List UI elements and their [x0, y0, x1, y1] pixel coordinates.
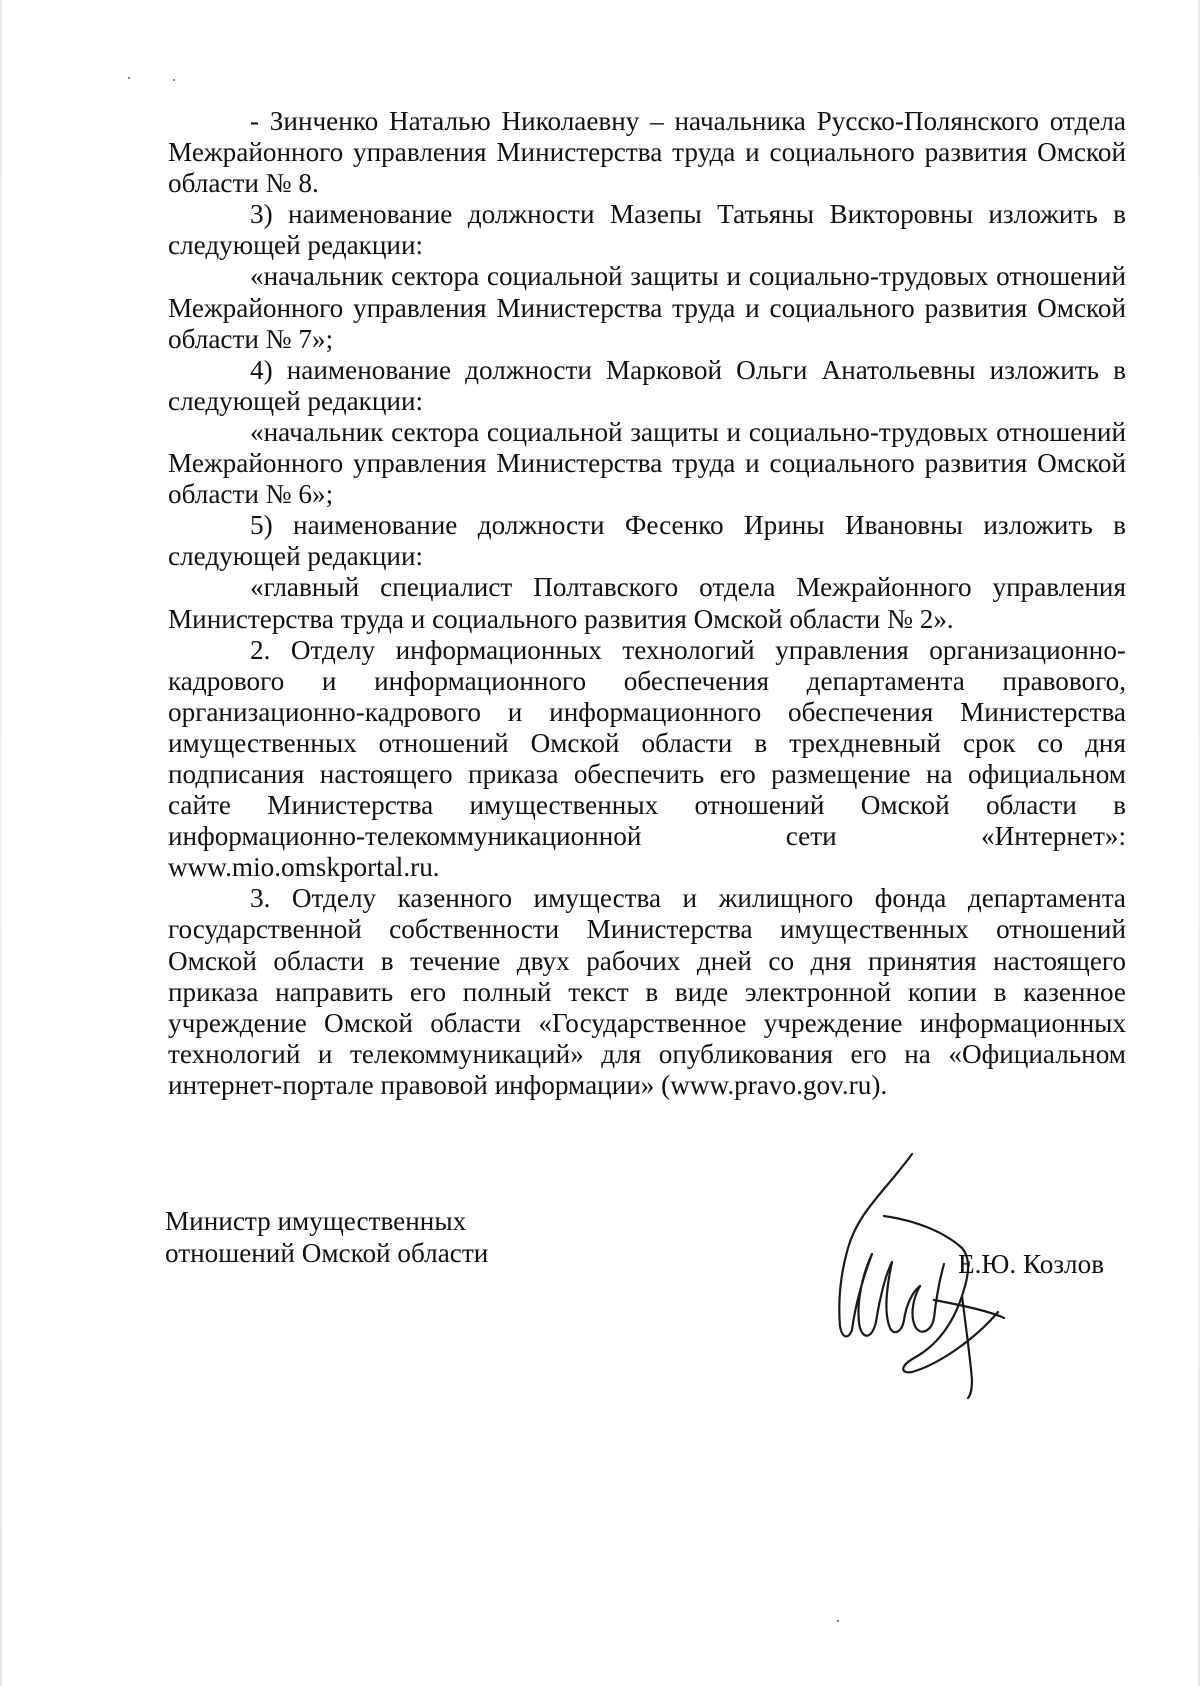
signatory-title-line-1: Министр имущественных [165, 1206, 467, 1236]
scan-speck [173, 79, 175, 81]
paragraph-item-5-wording: «главный специалист Полтавского отдела Межрайонного управления Министерства труда и социального развития Омской области № 2». [168, 572, 1126, 634]
scan-speck [837, 1620, 839, 1622]
paragraph-item-4: 4) наименование должности Марковой Ольги Анатольевны изложить в следующей редакции: [168, 354, 1126, 416]
signatory-title-line-2: отношений Омской области [165, 1237, 489, 1268]
signatory-name: Е.Ю. Козлов [958, 1249, 1105, 1279]
paragraph-item-5: 5) наименование должности Фесенко Ирины Ивановны изложить в следующей редакции: [168, 510, 1126, 572]
paragraph-item-3-wording: «начальник сектора социальной защиты и социально-трудовых отношений Межрайонного управления Министерства труда и социального развития Омской области № 7»; [168, 261, 1126, 354]
signature-block [165, 1206, 1125, 1436]
paragraph-section-2: 2. Отделу информационных технологий управления организационно-кадрового и информационного обеспечения департамента правового, организационно-кадрового и информационного обеспечения Министерства имущественных отношений Омской области в трехдневный срок со дня подписания настоящего приказа обеспечить его размещение на официальном сайте Министерства имущественных отношений Омской области в информационно-телекоммуникационной сети «Интернет»: [168, 634, 1126, 852]
document-body [168, 106, 1126, 1101]
signatory-title [165, 1206, 488, 1269]
scan-edge-left [0, 0, 2, 1686]
paragraph-item-4-wording: «начальник сектора социальной защиты и социально-трудовых отношений Межрайонного управления Министерства труда и социального развития Омской области № 6»; [168, 416, 1126, 510]
paragraph-section-2-url: www.mio.omskportal.ru. [168, 852, 440, 883]
paragraph-zinchenko: - Зинченко Наталью Николаевну – начальника Русско-Полянского отдела Межрайонного управления Министерства труда и социального развития Омской области № 8. [168, 106, 1126, 199]
scan-speck [128, 77, 130, 79]
paragraph-item-3: 3) наименование должности Мазепы Татьяны Викторовны изложить в следующей редакции: [168, 199, 1126, 261]
paragraph-section-3: 3. Отделу казенного имущества и жилищного фонда департамента государственной собственности Министерства имущественных отношений Омской области в течение двух рабочих дней со дня принятия настоящего приказа направить его полный текст в виде электронной копии в казенное учреждение Омской области «Государственное учреждение информационных технологий и телекоммуникаций» для опубликования его на «Официальном интернет-портале правовой информации» (www.pravo.gov.ru). [168, 883, 1126, 1100]
